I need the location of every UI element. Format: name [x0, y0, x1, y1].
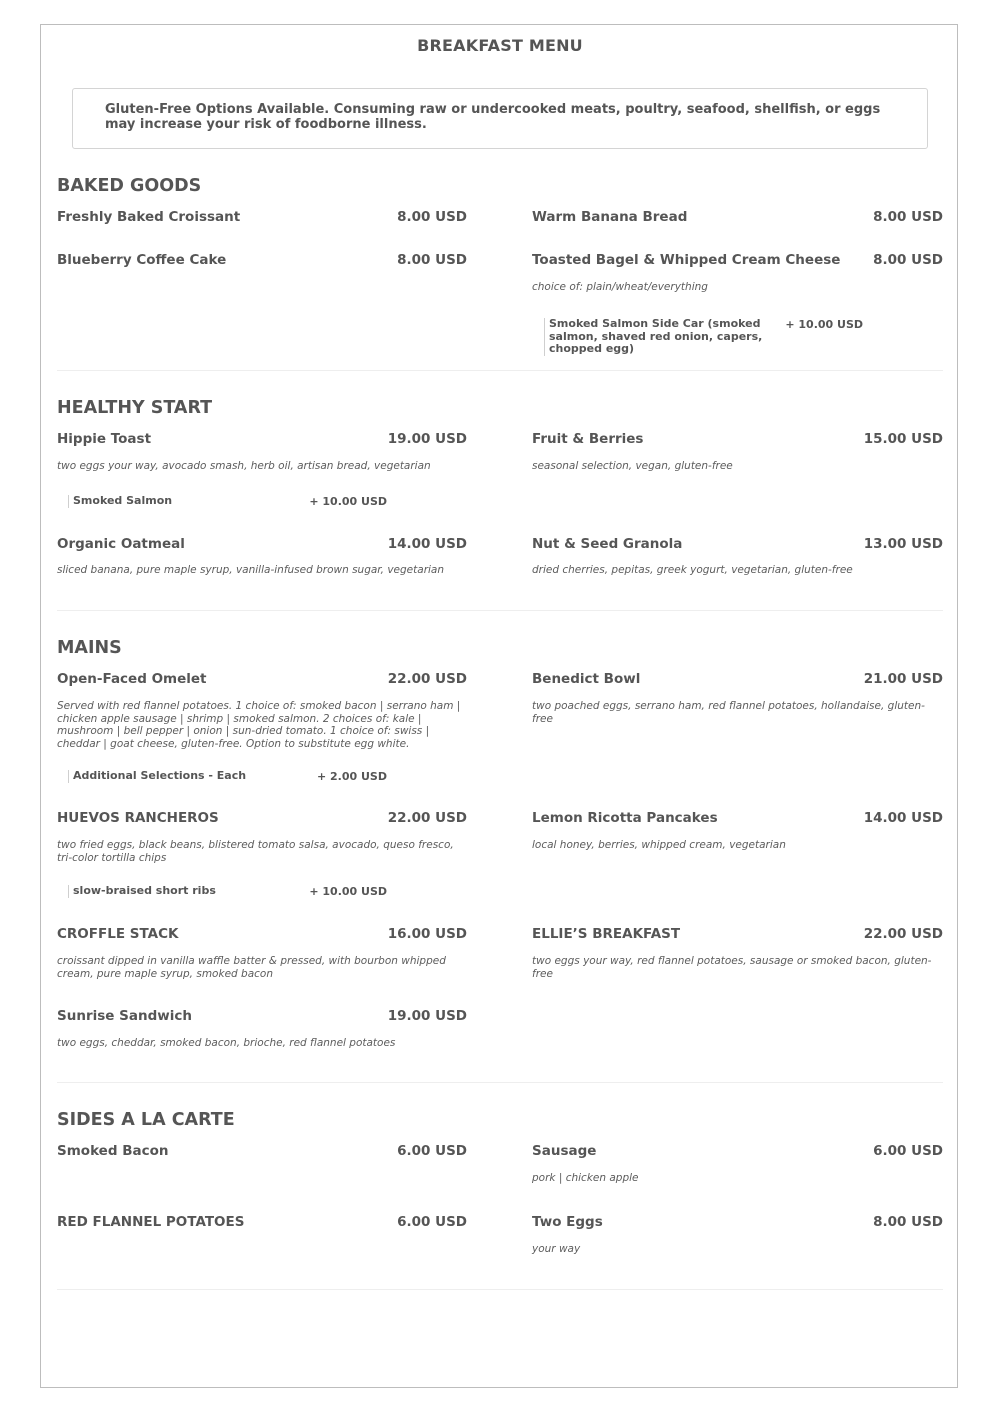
item-name: Blueberry Coffee Cake: [57, 252, 227, 268]
item-price: 19.00 USD: [387, 1008, 467, 1024]
item-description: two fried eggs, black beans, blistered tomato salsa, avocado, queso fresco, tri-color tortilla chips: [57, 839, 454, 864]
item-price: 8.00 USD: [397, 209, 467, 225]
item-name: Smoked Bacon: [57, 1143, 169, 1159]
menu-title: BREAKFAST MENU: [417, 36, 583, 55]
item-price: 6.00 USD: [873, 1143, 943, 1159]
section-title-baked-goods: BAKED GOODS: [57, 176, 202, 196]
item-name: HUEVOS RANCHEROS: [57, 810, 219, 826]
item-description: dried cherries, pepitas, greek yogurt, vegetarian, gluten-free: [532, 564, 853, 576]
item-description: local honey, berries, whipped cream, vegetarian: [532, 839, 786, 851]
item-price: 22.00 USD: [387, 810, 467, 826]
item-name: Warm Banana Bread: [532, 209, 688, 225]
item-price: 14.00 USD: [863, 810, 943, 826]
item-description: sliced banana, pure maple syrup, vanilla-infused brown sugar, vegetarian: [57, 564, 445, 576]
section-divider: [57, 370, 943, 371]
item-description: two eggs your way, avocado smash, herb oil, artisan bread, vegetarian: [57, 460, 431, 472]
addon-name: Smoked Salmon Side Car (smoked salmon, shaved red onion, capers, chopped egg): [544, 318, 789, 356]
item-price: 21.00 USD: [863, 671, 943, 687]
item-description: pork | chicken apple: [532, 1172, 639, 1184]
item-description: two eggs your way, red flannel potatoes, sausage or smoked bacon, gluten-free: [532, 955, 932, 980]
item-name: Fruit & Berries: [532, 431, 644, 447]
item-name: RED FLANNEL POTATOES: [57, 1214, 245, 1230]
item-price: 16.00 USD: [387, 926, 467, 942]
section-divider: [57, 1289, 943, 1290]
section-title-healthy-start: HEALTHY START: [57, 398, 213, 418]
item-name: Sunrise Sandwich: [57, 1008, 192, 1024]
item-name: Hippie Toast: [57, 431, 152, 447]
allergen-notice: [72, 88, 928, 149]
addon-name: Additional Selections - Each: [68, 770, 313, 783]
item-description: two poached eggs, serrano ham, red flannel potatoes, hollandaise, gluten-free: [532, 700, 925, 725]
item-name: Two Eggs: [532, 1214, 603, 1230]
item-price: 22.00 USD: [863, 926, 943, 942]
item-name: Organic Oatmeal: [57, 536, 185, 552]
item-name: Freshly Baked Croissant: [57, 209, 241, 225]
item-description: croissant dipped in vanilla waffle batter & pressed, with bourbon whipped cream, pure maple syrup, smoked bacon: [57, 955, 446, 980]
item-name: Nut & Seed Granola: [532, 536, 683, 552]
item-price: 14.00 USD: [387, 536, 467, 552]
item-description: seasonal selection, vegan, gluten-free: [532, 460, 733, 472]
item-price: 15.00 USD: [863, 431, 943, 447]
allergen-notice-text: Gluten-Free Options Available. Consuming raw or undercooked meats, poultry, seafood, shellfish, or eggs may increase your risk of foodborne illness.: [105, 102, 881, 132]
item-price: 22.00 USD: [387, 671, 467, 687]
item-price: 8.00 USD: [873, 209, 943, 225]
item-name: Toasted Bagel & Whipped Cream Cheese: [532, 252, 841, 268]
item-price: 8.00 USD: [397, 252, 467, 268]
item-price: 8.00 USD: [873, 252, 943, 268]
item-name: Lemon Ricotta Pancakes: [532, 810, 718, 826]
item-description: Served with red flannel potatoes. 1 choice of: smoked bacon | serrano ham | chicken apple sausage | shrimp | smoked salmon. 2 choices of: kale | mushroom | bell pepper | onion | sun-dried tomato. 1 choice of: swiss | cheddar | goat cheese, gluten-free. Option to substitute egg white.: [57, 700, 461, 750]
section-divider: [57, 1082, 943, 1083]
addon-price: + 2.00 USD: [316, 770, 387, 783]
addon-name: Smoked Salmon: [68, 495, 313, 508]
section-title-sides: SIDES A LA CARTE: [57, 1110, 235, 1130]
item-price: 6.00 USD: [397, 1143, 467, 1159]
addon-price: + 10.00 USD: [309, 495, 387, 508]
item-price: 19.00 USD: [387, 431, 467, 447]
item-description: your way: [532, 1243, 581, 1255]
item-name: Open-Faced Omelet: [57, 671, 207, 687]
item-name: CROFFLE STACK: [57, 926, 179, 942]
item-name: ELLIE’S BREAKFAST: [532, 926, 681, 942]
addon-price: + 10.00 USD: [309, 885, 387, 898]
section-divider: [57, 610, 943, 611]
item-price: 13.00 USD: [863, 536, 943, 552]
item-name: Sausage: [532, 1143, 597, 1159]
item-description: choice of: plain/wheat/everything: [532, 281, 708, 293]
addon-name: slow-braised short ribs: [68, 885, 313, 898]
item-name: Benedict Bowl: [532, 671, 641, 687]
section-title-mains: MAINS: [57, 638, 122, 658]
addon-price: + 10.00 USD: [785, 318, 863, 331]
item-description: two eggs, cheddar, smoked bacon, brioche, red flannel potatoes: [57, 1037, 396, 1049]
item-price: 6.00 USD: [397, 1214, 467, 1230]
item-price: 8.00 USD: [873, 1214, 943, 1230]
